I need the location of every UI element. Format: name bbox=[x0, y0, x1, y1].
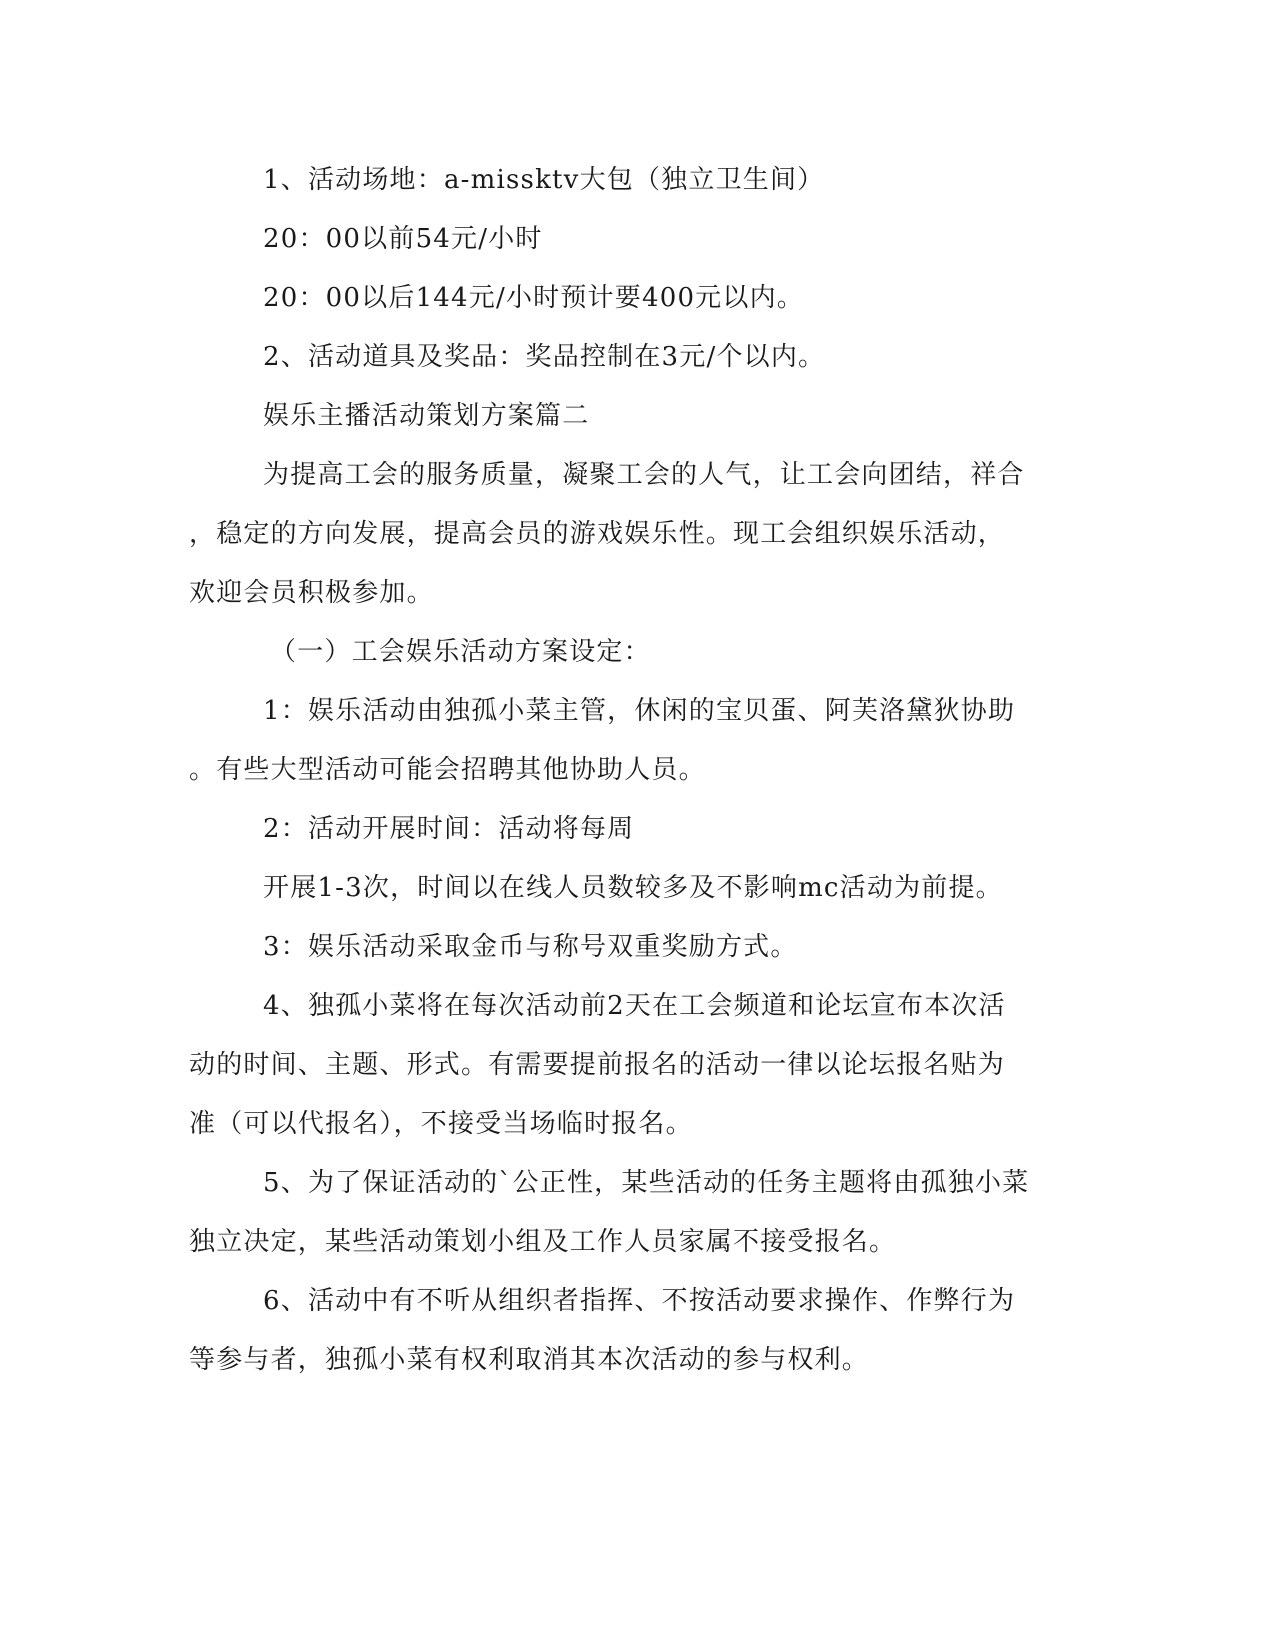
subsection-heading: （一）工会娱乐活动方案设定： bbox=[270, 637, 651, 667]
paragraph-line: 开展1-3次，时间以在线人员数较多及不影响mc活动为前提。 bbox=[263, 873, 1003, 903]
paragraph-line: 5、为了保证活动的`公正性，某些活动的任务主题将由孤独小菜 bbox=[263, 1168, 1030, 1198]
paragraph-line: 独立决定，某些活动策划小组及工作人员家属不接受报名。 bbox=[189, 1227, 897, 1257]
paragraph-line: 为提高工会的服务质量，凝聚工会的人气，让工会向团结，祥合 bbox=[263, 460, 1025, 490]
paragraph-line: 20：00以后144元/小时预计要400元以内。 bbox=[263, 283, 804, 313]
paragraph-line: 1、活动场地：a-missktv大包（独立卫生间） bbox=[263, 165, 825, 195]
paragraph-line: 欢迎会员积极参加。 bbox=[189, 578, 434, 608]
paragraph-line: 动的时间、主题、形式。有需要提前报名的活动一律以论坛报名贴为 bbox=[189, 1050, 1006, 1080]
paragraph-line: 等参与者，独孤小菜有权利取消其本次活动的参与权利。 bbox=[189, 1345, 870, 1375]
paragraph-line: 2：活动开展时间：活动将每周 bbox=[263, 814, 635, 844]
paragraph-line: 20：00以前54元/小时 bbox=[263, 224, 543, 254]
paragraph-line: 2、活动道具及奖品：奖品控制在3元/个以内。 bbox=[263, 342, 826, 372]
paragraph-line: ，稳定的方向发展，提高会员的游戏娱乐性。现工会组织娱乐活动， bbox=[189, 519, 1006, 549]
paragraph-line: 准（可以代报名），不接受当场临时报名。 bbox=[189, 1109, 693, 1139]
paragraph-line: 1：娱乐活动由独孤小菜主管，休闲的宝贝蛋、阿芙洛黛狄协助 bbox=[263, 696, 1016, 726]
paragraph-line: 4、独孤小菜将在每次活动前2天在工会频道和论坛宣布本次活 bbox=[263, 991, 1006, 1021]
section-heading: 娱乐主播活动策划方案篇二 bbox=[263, 401, 590, 431]
paragraph-line: 3：娱乐活动采取金币与称号双重奖励方式。 bbox=[263, 932, 798, 962]
paragraph-line: 6、活动中有不听从组织者指挥、不按活动要求操作、作弊行为 bbox=[263, 1286, 1016, 1316]
paragraph-line: 。有些大型活动可能会招聘其他协助人员。 bbox=[189, 755, 706, 785]
